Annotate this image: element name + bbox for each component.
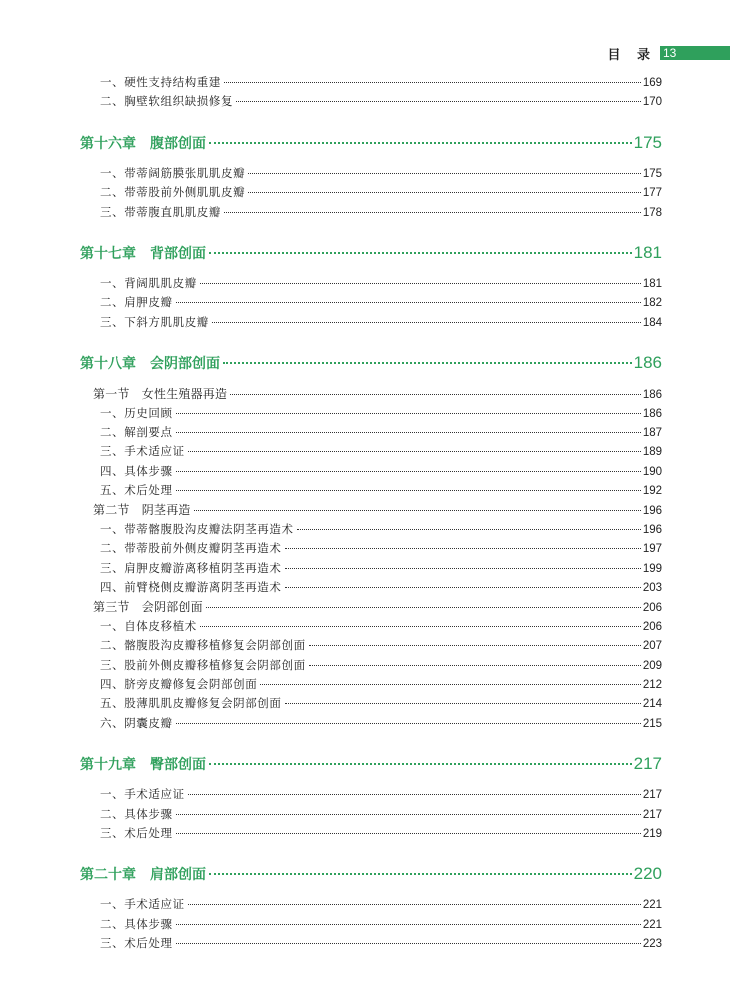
dot-leader — [176, 723, 641, 724]
toc-chapter[interactable] — [80, 243, 662, 269]
item-label: 二、具体步骤 — [100, 916, 173, 931]
page-number: 196 — [642, 505, 662, 518]
page-number-tab: 13 — [660, 46, 730, 60]
page-number: 181 — [642, 277, 662, 290]
toc-item[interactable] — [80, 935, 662, 954]
item-label: 一、手术适应证 — [100, 787, 185, 802]
item-label: 三、手术适应证 — [100, 444, 185, 459]
section-label: 第二节 阴茎再造 — [93, 503, 191, 518]
toc-item[interactable] — [80, 93, 662, 112]
item-label: 四、脐旁皮瓣修复会阴部创面 — [100, 676, 258, 691]
page-number: 190 — [642, 465, 662, 478]
dot-leader — [176, 302, 641, 303]
page-number: 217 — [633, 754, 662, 774]
dot-leader — [224, 212, 641, 213]
page-number: 189 — [642, 446, 662, 459]
section-label: 第一节 女性生殖器再造 — [93, 387, 228, 402]
toc-item[interactable] — [80, 314, 662, 333]
toc-item[interactable] — [80, 275, 662, 294]
page-number: 196 — [642, 523, 662, 536]
dot-leader — [309, 645, 641, 646]
dot-leader — [176, 490, 641, 491]
page-number: 214 — [642, 698, 662, 711]
dot-leader — [224, 82, 641, 83]
item-label: 二、解剖要点 — [100, 424, 173, 439]
toc-item[interactable] — [80, 184, 662, 203]
toc-item[interactable] — [80, 825, 662, 844]
page-number: 181 — [633, 242, 662, 262]
dot-leader — [285, 568, 641, 569]
dot-leader — [176, 943, 641, 944]
page-number: 206 — [642, 602, 662, 615]
dot-leader — [223, 362, 632, 364]
page-number: 182 — [642, 297, 662, 310]
toc-section[interactable] — [80, 598, 662, 617]
dot-leader — [176, 471, 641, 472]
dot-leader — [188, 904, 641, 905]
toc-item[interactable] — [80, 786, 662, 805]
dot-leader — [248, 173, 641, 174]
toc-item[interactable] — [80, 618, 662, 637]
page-number: 187 — [642, 426, 662, 439]
toc-item[interactable] — [80, 405, 662, 424]
page-number: 175 — [642, 167, 662, 180]
dot-leader — [236, 101, 641, 102]
chapter-number: 第十九章 — [80, 757, 136, 774]
dot-leader — [212, 322, 641, 323]
item-label: 二、带蒂股前外侧肌肌皮瓣 — [100, 185, 246, 200]
page-number: 203 — [642, 582, 662, 595]
table-of-contents — [80, 74, 662, 955]
item-label: 二、髂腹股沟皮瓣移植修复会阴部创面 — [100, 638, 306, 653]
page-number: 215 — [642, 717, 662, 730]
chapter-heading — [80, 353, 220, 373]
item-label: 三、肩胛皮瓣游离移植阴茎再造术 — [100, 560, 282, 575]
dot-leader — [176, 413, 641, 414]
toc-item[interactable] — [80, 521, 662, 540]
item-label: 三、术后处理 — [100, 936, 173, 951]
page-number: 207 — [642, 640, 662, 653]
page-number: 197 — [642, 543, 662, 556]
toc-item[interactable] — [80, 637, 662, 656]
item-label: 三、股前外侧皮瓣移植修复会阴部创面 — [100, 657, 306, 672]
dot-leader — [176, 833, 641, 834]
dot-leader — [285, 703, 641, 704]
chapter-number: 第十六章 — [80, 135, 136, 152]
chapter-title: 臀部创面 — [150, 757, 206, 774]
toc-item[interactable] — [80, 560, 662, 579]
toc-item[interactable] — [80, 443, 662, 462]
dot-leader — [209, 763, 632, 765]
dot-leader — [176, 814, 641, 815]
page-number: 192 — [642, 485, 662, 498]
toc-item[interactable] — [80, 657, 662, 676]
toc-item[interactable] — [80, 424, 662, 443]
chapter-heading — [80, 243, 206, 263]
toc-chapter[interactable] — [80, 353, 662, 379]
chapter-title: 背部创面 — [150, 245, 206, 262]
section-label: 第三节 会阴部创面 — [93, 600, 203, 615]
dot-leader — [176, 924, 641, 925]
dot-leader — [206, 607, 641, 608]
toc-item[interactable] — [80, 540, 662, 559]
page-number: 209 — [642, 659, 662, 672]
chapter-heading — [80, 133, 206, 153]
item-label: 一、手术适应证 — [100, 897, 185, 912]
dot-leader — [194, 510, 641, 511]
item-label: 五、股薄肌肌皮瓣修复会阴部创面 — [100, 696, 282, 711]
dot-leader — [176, 432, 641, 433]
dot-leader — [188, 794, 641, 795]
page-number: 221 — [642, 918, 662, 931]
toc-chapter[interactable] — [80, 133, 662, 159]
toc-chapter[interactable] — [80, 864, 662, 890]
page-number: 178 — [642, 206, 662, 219]
dot-leader — [260, 684, 641, 685]
toc-item[interactable] — [80, 695, 662, 714]
page-number: 186 — [642, 407, 662, 420]
page-number: 186 — [633, 353, 662, 373]
chapter-heading — [80, 754, 206, 774]
page-number: 177 — [642, 187, 662, 200]
item-label: 一、历史回顾 — [100, 405, 173, 420]
page-number: 223 — [642, 938, 662, 951]
chapter-number: 第十八章 — [80, 356, 136, 373]
item-label: 二、带蒂股前外侧皮瓣阴茎再造术 — [100, 541, 282, 556]
toc-item[interactable] — [80, 579, 662, 598]
toc-item[interactable] — [80, 806, 662, 825]
dot-leader — [209, 873, 632, 875]
page-number: 217 — [642, 789, 662, 802]
toc-item[interactable] — [80, 463, 662, 482]
dot-leader — [285, 548, 641, 549]
item-label: 一、带蒂阔筋膜张肌肌皮瓣 — [100, 165, 246, 180]
toc-item[interactable] — [80, 165, 662, 184]
page-header — [607, 44, 730, 62]
page-number: 220 — [633, 864, 662, 884]
toc-item[interactable] — [80, 74, 662, 93]
dot-leader — [297, 529, 641, 530]
dot-leader — [230, 394, 641, 395]
toc-item[interactable] — [80, 916, 662, 935]
dot-leader — [209, 252, 632, 254]
page-number: 170 — [642, 96, 662, 109]
dot-leader — [200, 626, 641, 627]
chapter-title: 腹部创面 — [150, 135, 206, 152]
item-label: 二、具体步骤 — [100, 806, 173, 821]
page-number: 184 — [642, 316, 662, 329]
item-label: 一、背阔肌肌皮瓣 — [100, 275, 197, 290]
toc-item[interactable] — [80, 715, 662, 734]
toc-item[interactable] — [80, 896, 662, 915]
chapter-title: 肩部创面 — [150, 867, 206, 884]
item-label: 六、阴囊皮瓣 — [100, 715, 173, 730]
item-label: 一、带蒂髂腹股沟皮瓣法阴茎再造术 — [100, 521, 294, 536]
item-label: 二、肩胛皮瓣 — [100, 295, 173, 310]
item-label: 四、前臂桡侧皮瓣游离阴茎再造术 — [100, 580, 282, 595]
dot-leader — [200, 283, 641, 284]
toc-item[interactable] — [80, 294, 662, 313]
dot-leader — [188, 451, 641, 452]
page-number: 169 — [642, 77, 662, 89]
page-number: 175 — [633, 132, 662, 152]
chapter-title: 会阴部创面 — [150, 356, 220, 373]
dot-leader — [248, 192, 641, 193]
page-number: 186 — [642, 389, 662, 402]
toc-item[interactable] — [80, 482, 662, 501]
dot-leader — [309, 665, 641, 666]
dot-leader — [285, 587, 641, 588]
toc-section[interactable] — [80, 501, 662, 520]
page-number: 199 — [642, 562, 662, 575]
item-label: 四、具体步骤 — [100, 463, 173, 478]
item-label: 一、硬性支持结构重建 — [100, 75, 221, 89]
item-label: 三、带蒂腹直肌肌皮瓣 — [100, 204, 221, 219]
item-label: 五、术后处理 — [100, 483, 173, 498]
chapter-heading — [80, 864, 206, 884]
item-label: 三、下斜方肌肌皮瓣 — [100, 314, 209, 329]
toc-item[interactable] — [80, 204, 662, 223]
item-label: 一、自体皮移植术 — [100, 618, 197, 633]
header-title: 目 录 — [607, 47, 656, 63]
page-number: 217 — [642, 808, 662, 821]
toc-item[interactable] — [80, 676, 662, 695]
item-label: 二、胸壁软组织缺损修复 — [100, 94, 234, 109]
page-number: 221 — [642, 899, 662, 912]
toc-section[interactable] — [80, 385, 662, 404]
page-number: 219 — [642, 827, 662, 840]
item-label: 三、术后处理 — [100, 825, 173, 840]
chapter-number: 第二十章 — [80, 867, 136, 884]
page-number: 206 — [642, 620, 662, 633]
dot-leader — [209, 142, 632, 144]
toc-chapter[interactable] — [80, 754, 662, 780]
page-number: 212 — [642, 678, 662, 691]
chapter-number: 第十七章 — [80, 245, 136, 262]
